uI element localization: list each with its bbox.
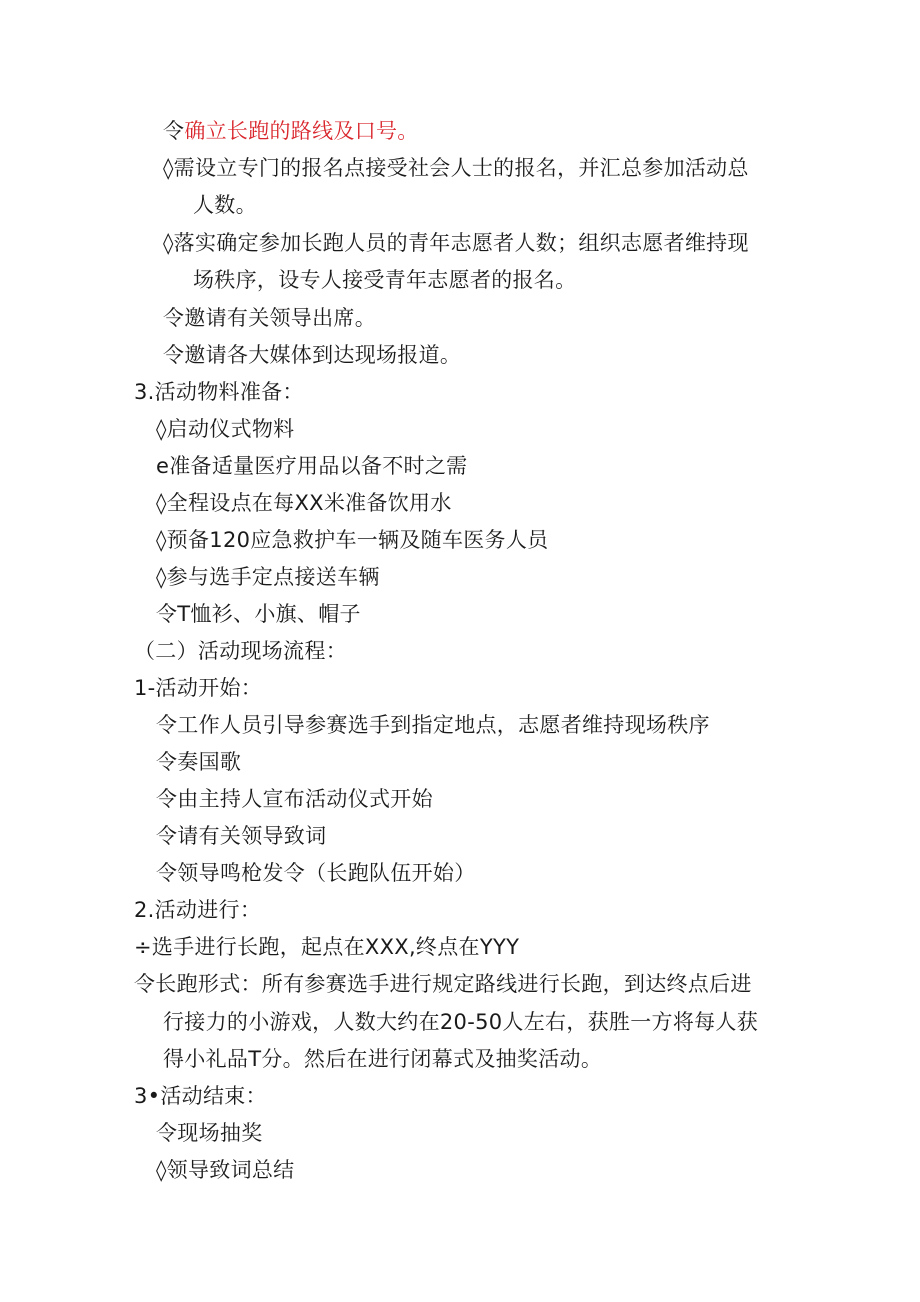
- text-line: 令T恤衫、小旗、帽子: [156, 602, 361, 626]
- text-line: ÷选手进行长跑，起点在XXX,终点在YYY: [134, 935, 520, 959]
- text-line: ◊领导致词总结: [156, 1158, 295, 1182]
- text-line: 令奏国歌: [156, 750, 242, 774]
- text-line: ◊全程设点在每XX米准备饮用水: [156, 491, 452, 515]
- section-heading: 2.活动进行：: [134, 898, 262, 922]
- section-heading: 3•活动结束：: [134, 1084, 267, 1108]
- text-line: 得小礼品T分。然后在进行闭幕式及抽奖活动。: [163, 1047, 603, 1071]
- text-line: 令邀请有关领导出席。: [163, 306, 376, 330]
- text-line: 令长跑形式：所有参赛选手进行规定路线进行长跑，到达终点后进: [134, 972, 752, 996]
- text-line: ◊预备120应急救护车一辆及随车医务人员: [156, 528, 549, 552]
- text-line: ◊启动仪式物料: [156, 417, 295, 441]
- bullet-prefix: 令: [163, 119, 185, 143]
- text-line: 令由主持人宣布活动仪式开始: [156, 787, 433, 811]
- text-line: 人数。: [193, 193, 257, 217]
- text-line: 令领导鸣枪发令（长跑队伍开始）: [156, 861, 476, 885]
- text-line: [163, 116, 419, 146]
- section-heading: （二）活动现场流程：: [134, 639, 347, 663]
- text-line: ◊落实确定参加长跑人员的青年志愿者人数；组织志愿者维持现: [163, 231, 749, 255]
- text-line: 行接力的小游戏，人数大约在20-50人左右，获胜一方将每人获: [163, 1010, 759, 1034]
- section-heading: 1-活动开始：: [134, 676, 263, 700]
- text-line: ◊参与选手定点接送车辆: [156, 565, 380, 589]
- text-line: ◊需设立专门的报名点接受社会人士的报名，并汇总参加活动总: [163, 156, 749, 180]
- text-line: 场秩序，设专人接受青年志愿者的报名。: [193, 268, 577, 292]
- text-line: 令工作人员引导参赛选手到指定地点，志愿者维持现场秩序: [156, 713, 710, 737]
- text-line: e准备适量医疗用品以备不时之需: [156, 454, 468, 478]
- text-line: 令邀请各大媒体到达现场报道。: [163, 343, 462, 367]
- text-line: 令请有关领导致词: [156, 824, 327, 848]
- highlighted-text: 确立长跑的路线及口号。: [184, 119, 419, 143]
- text-line: 令现场抽奖: [156, 1121, 263, 1145]
- section-heading: 3.活动物料准备：: [134, 380, 304, 404]
